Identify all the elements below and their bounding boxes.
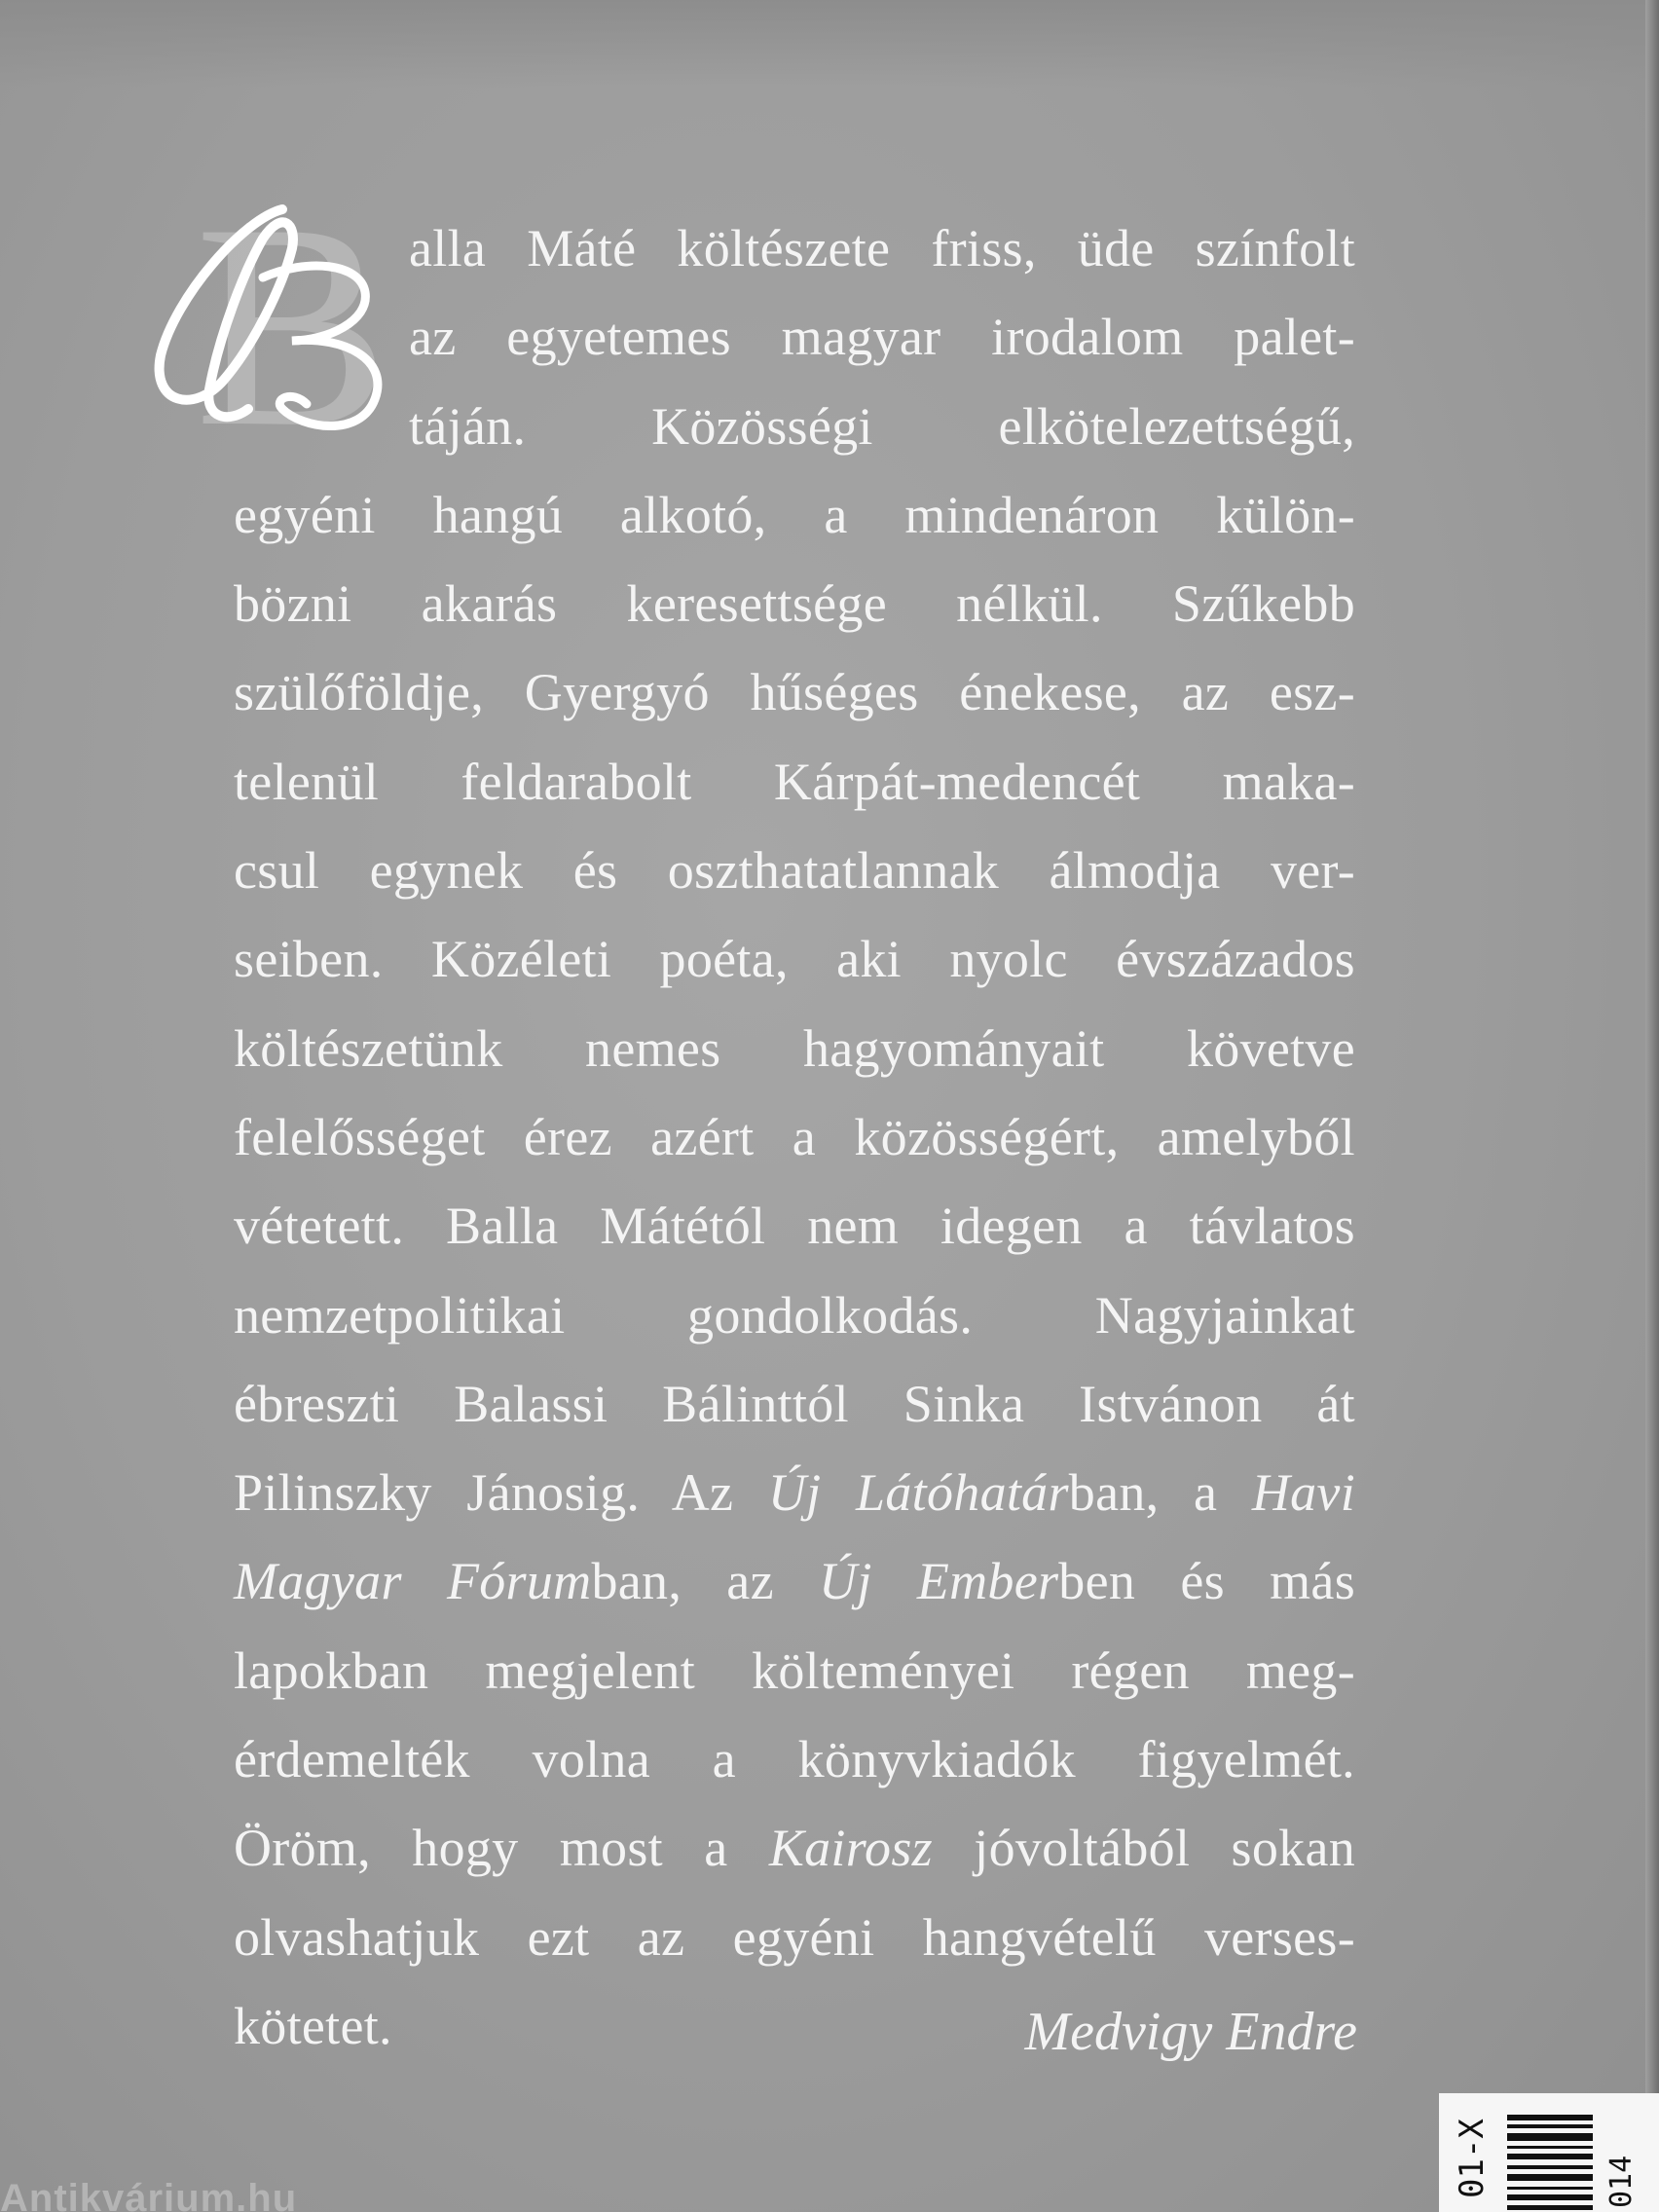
line-text: nemzetpolitikai gondolkodás. Nagyjainkat bbox=[234, 1285, 1355, 1345]
blurb-line bbox=[234, 1804, 1355, 1893]
line-text: ban, az bbox=[591, 1552, 820, 1611]
line-text: lapokban megjelent költeményei régen meg- bbox=[234, 1641, 1355, 1700]
line-text: bözni akarás keresettsége nélkül. Szűkebb bbox=[234, 574, 1355, 634]
blurb-line bbox=[234, 1182, 1355, 1271]
author-signature: Medvigy Endre bbox=[1024, 2002, 1357, 2062]
blurb-text bbox=[234, 204, 1355, 2071]
blurb-line bbox=[234, 1005, 1355, 1093]
blurb-line bbox=[234, 648, 1355, 737]
barcode-icon bbox=[1507, 2113, 1595, 2212]
top-shadow bbox=[0, 0, 1659, 88]
line-text: telenül feldarabolt Kárpát-medencét maka- bbox=[234, 752, 1355, 811]
italic-title: Új Ember bbox=[819, 1552, 1059, 1611]
italic-title: Magyar Fórum bbox=[234, 1552, 592, 1611]
watermark: Antikvárium.hu bbox=[0, 2177, 298, 2212]
blurb-line bbox=[234, 471, 1355, 560]
line-text: ban, a bbox=[1068, 1463, 1252, 1523]
blurb-line bbox=[234, 738, 1355, 827]
line-text: egyéni hangú alkotó, a mindenáron külön- bbox=[234, 485, 1355, 544]
line-text: Öröm, hogy most a bbox=[234, 1819, 769, 1878]
blurb-line bbox=[234, 1272, 1355, 1360]
drop-cap-letter: B bbox=[195, 180, 390, 462]
blurb-line bbox=[234, 1894, 1355, 1982]
italic-title: Új Látóhatár bbox=[767, 1463, 1069, 1523]
line-text: Pilinszky Jánosig. Az bbox=[234, 1463, 768, 1523]
line-text: táján. Közösségi elkötelezettségű, bbox=[409, 396, 1355, 456]
blurb-line bbox=[234, 1537, 1355, 1626]
blurb-line bbox=[409, 293, 1355, 382]
blurb-line bbox=[234, 827, 1355, 915]
line-text: költészetünk nemes hagyományait követve bbox=[234, 1018, 1355, 1078]
barcode-label bbox=[1439, 2093, 1659, 2212]
isbn-fragment: 01-X bbox=[1453, 2119, 1492, 2198]
book-edge bbox=[1645, 0, 1659, 2212]
italic-title: Kairosz bbox=[768, 1819, 933, 1878]
blurb-line bbox=[234, 1360, 1355, 1449]
line-text: alla Máté költészete friss, üde színfolt bbox=[409, 219, 1355, 277]
blurb-line bbox=[234, 1093, 1355, 1182]
blurb-line bbox=[234, 560, 1355, 648]
line-text: kötetet. bbox=[234, 1996, 392, 2055]
blurb-line bbox=[409, 204, 1355, 293]
blurb-line bbox=[234, 915, 1355, 1004]
line-text: jóvoltából sokan bbox=[932, 1819, 1356, 1878]
line-text: ébreszti Balassi Bálinttól Sinka Istvánon át bbox=[234, 1374, 1355, 1433]
line-text: csul egynek és oszthatatlannak álmodja ver- bbox=[234, 841, 1355, 901]
blurb-line bbox=[409, 383, 1355, 471]
line-text: vétetett. Balla Mátétól nem idegen a távlatos bbox=[234, 1197, 1355, 1256]
line-text: érdemelték volna a könyvkiadók figyelmét. bbox=[234, 1730, 1355, 1789]
line-text: olvashatjuk ezt az egyéni hangvételű verses- bbox=[234, 1907, 1355, 1967]
blurb-line bbox=[234, 1627, 1355, 1715]
line-text: seiben. Közéleti poéta, aki nyolc évszázados bbox=[234, 930, 1355, 989]
line-text: felelősséget érez azért a közösségért, amelyből bbox=[234, 1107, 1355, 1166]
line-text: az egyetemes magyar irodalom palet- bbox=[409, 308, 1355, 367]
barcode-number: 014 bbox=[1604, 2155, 1639, 2208]
line-text: szülőföldje, Gyergyó hűséges énekese, az esz- bbox=[234, 663, 1355, 722]
italic-title: Havi bbox=[1251, 1463, 1355, 1523]
blurb-line bbox=[234, 1715, 1355, 1804]
blurb-line bbox=[234, 1449, 1355, 1537]
line-text: ben és más bbox=[1058, 1552, 1356, 1611]
